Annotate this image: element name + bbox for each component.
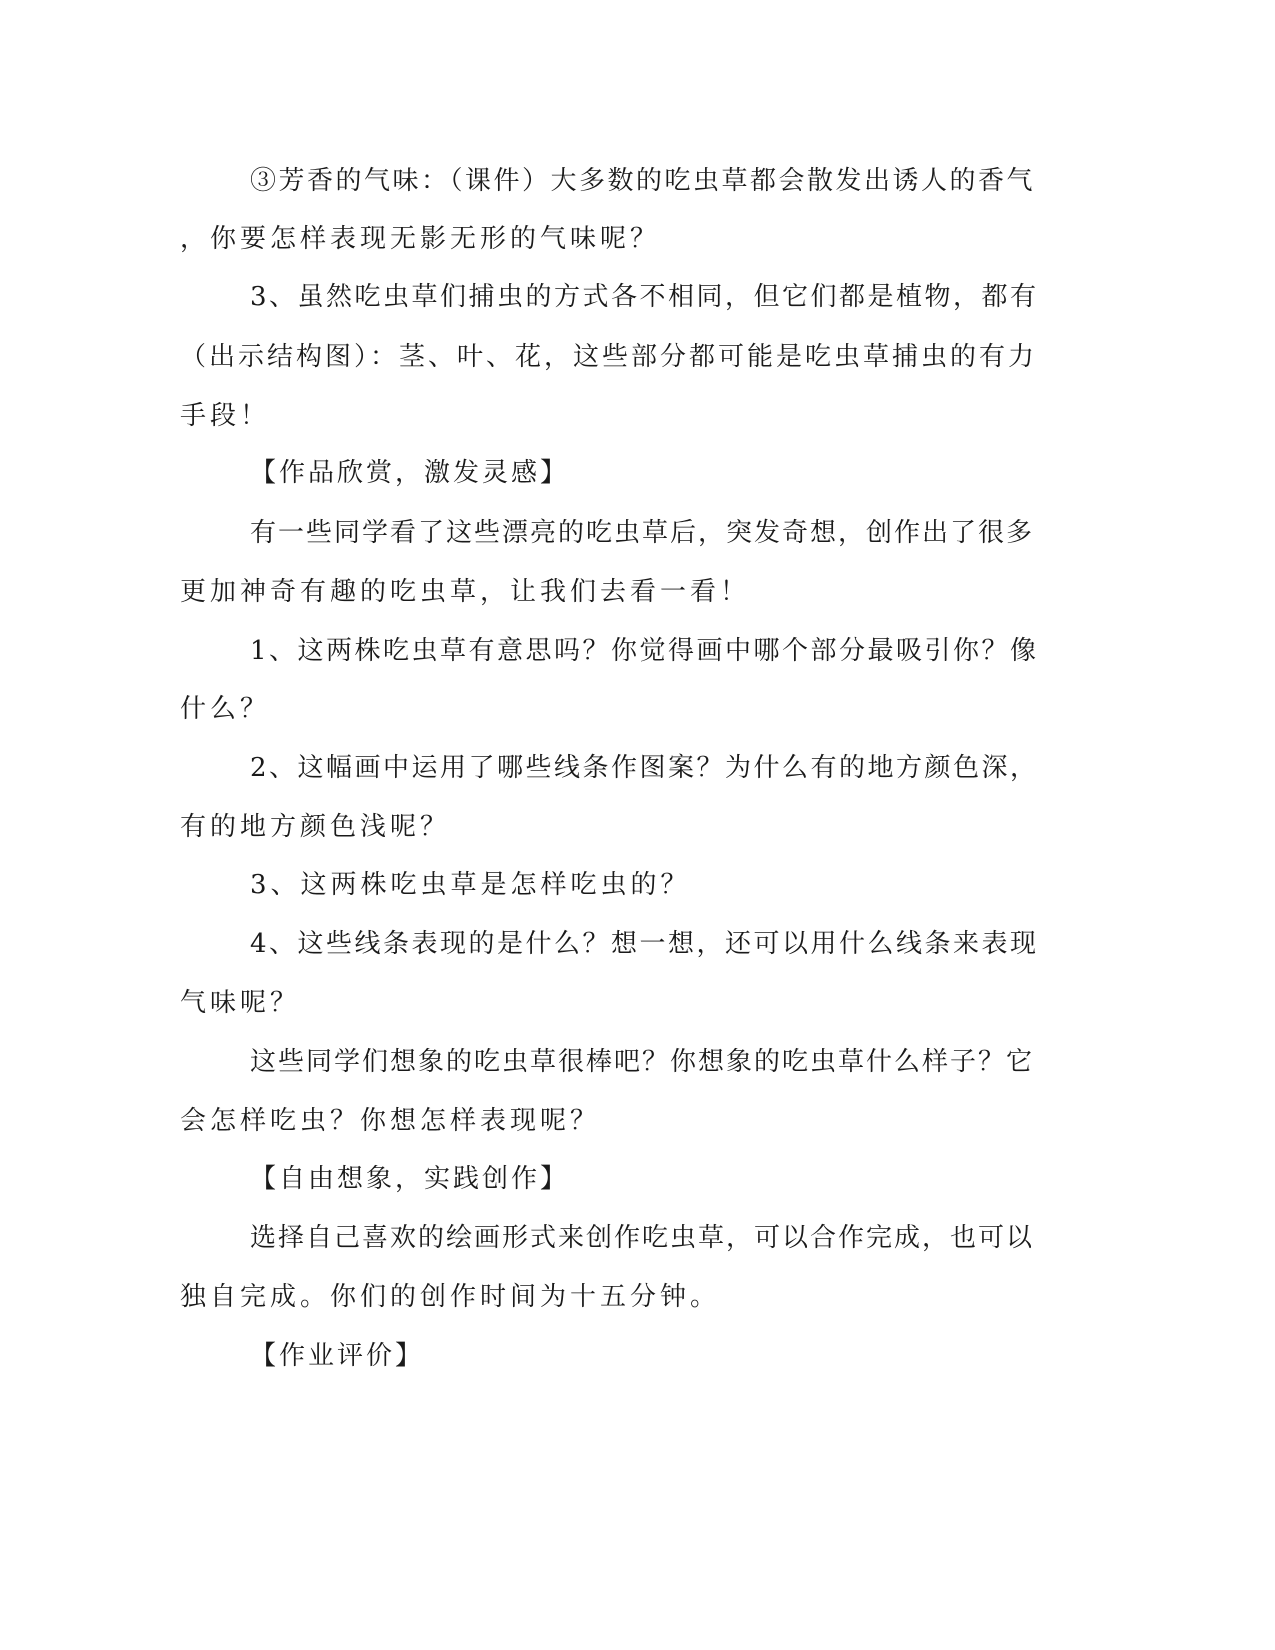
paragraph-line: 独自完成。你们的创作时间为十五分钟。	[180, 1282, 721, 1312]
paragraph-line: 更加神奇有趣的吃虫草，让我们去看一看！	[180, 577, 751, 607]
paragraph-line: 会怎样吃虫？你想怎样表现呢？	[180, 1106, 601, 1136]
paragraph-line: （出示结构图）：茎、叶、花，这些部分都可能是吃虫草捕虫的有力	[180, 342, 1038, 372]
paragraph-line: 手段！	[180, 401, 271, 431]
paragraph-line: 选择自己喜欢的绘画形式来创作吃虫草，可以合作完成，也可以	[250, 1223, 1035, 1253]
paragraph-line: 有一些同学看了这些漂亮的吃虫草后，突发奇想，创作出了很多	[250, 518, 1035, 548]
paragraph-line: 什么？	[180, 694, 271, 724]
paragraph-line: 气味呢？	[180, 988, 301, 1018]
paragraph-line: 4、这些线条表现的是什么？想一想，还可以用什么线条来表现	[250, 929, 1039, 959]
paragraph-line: 2、这幅画中运用了哪些线条作图案？为什么有的地方颜色深，	[250, 753, 1039, 783]
paragraph-line: ，你要怎样表现无影无形的气味呢？	[180, 224, 661, 254]
section-heading: 【作业评价】	[250, 1341, 425, 1371]
paragraph-line: 1、这两株吃虫草有意思吗？你觉得画中哪个部分最吸引你？像	[250, 636, 1039, 666]
section-heading: 【作品欣赏，激发灵感】	[250, 458, 570, 488]
section-heading: 【自由想象，实践创作】	[250, 1164, 570, 1194]
paragraph-line: 有的地方颜色浅呢？	[180, 812, 451, 842]
paragraph-line: ③芳香的气味：（课件）大多数的吃虫草都会散发出诱人的香气	[250, 166, 1036, 196]
paragraph-line: 3、这两株吃虫草是怎样吃虫的？	[250, 870, 691, 900]
paragraph-line: 这些同学们想象的吃虫草很棒吧？你想象的吃虫草什么样子？它	[250, 1047, 1035, 1077]
paragraph-line: 3、虽然吃虫草们捕虫的方式各不相同，但它们都是植物，都有	[250, 282, 1039, 312]
